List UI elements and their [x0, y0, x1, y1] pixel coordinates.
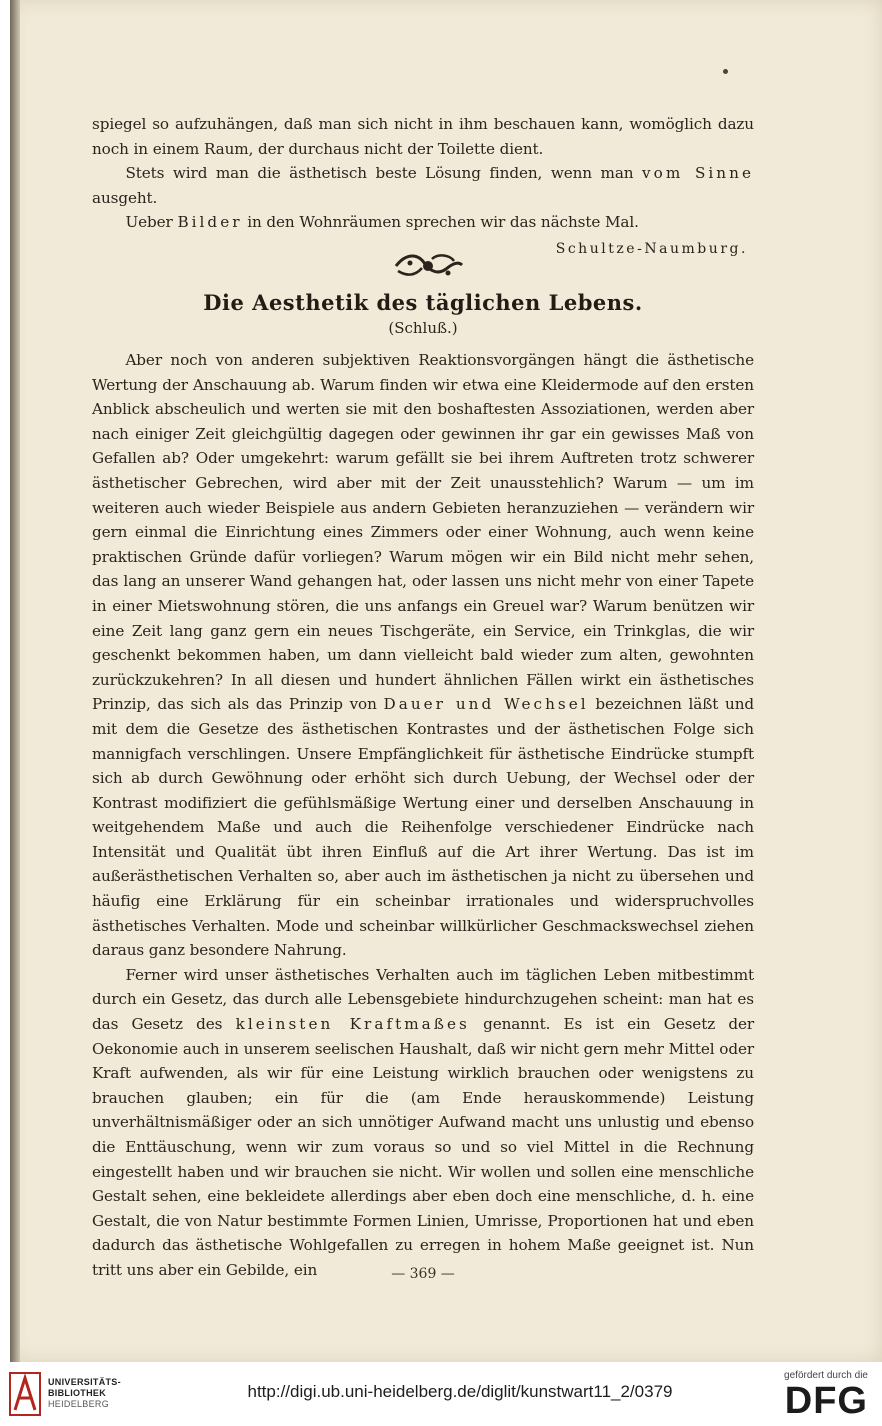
dfg-logo[interactable]: DFG — [784, 1380, 868, 1422]
page-binding-edge — [10, 0, 20, 1362]
article-subtitle: (Schluß.) — [388, 319, 458, 337]
intro-paragraph-2: Stets wird man die ästhetisch beste Lösung finden, wenn man vom Sinne ausgeht. — [92, 164, 754, 207]
previous-article-ending — [92, 112, 754, 261]
ornament-divider-icon — [392, 249, 464, 283]
article-paragraph-2: Ferner wird unser ästhetisches Verhalten auch im täglichen Leben mitbestimmt durch ein Gesetz, das durch alle Lebensgebiete hindurchzugehen scheint: man hat es das Gesetz des kleinsten Kraftmaßes genannt. Es ist ein Gesetz der Oekonomie auch in unserem seelischen Haushalt, daß wir nicht gern mehr Mittel oder Kraft aufwenden, als wir für eine Leistung wirklich brauchen oder wenigstens zu brauchen glauben; ein für die (am Ende herauskommende) Leistung unverhältnismäßiger oder an sich unnötiger Aufwand macht uns unlustig und ebenso die Enttäuschung, wenn wir zum voraus so und so viel Mittel in die Rechnung eingestellt haben und wir brauchen sie nicht. Wir wollen und sollen eine menschliche Gestalt sehen, eine bekleidete allerdings aber eben doch eine menschliche, d. h. eine Gestalt, die von Natur bestimmte Formen Linien, Umrisse, Proportionen hat und eben dadurch das ästhetische Wohlgefallen zu erregen in hohem Maße geeignet ist. Nun tritt uns aber ein Gebilde, ein — [92, 965, 754, 1279]
university-library-logo-icon[interactable] — [9, 1372, 41, 1416]
page-number: — 369 — — [391, 1266, 455, 1282]
ink-speck — [723, 69, 728, 74]
viewer-footer — [0, 1362, 882, 1426]
intro-paragraph-3: Ueber Bilder in den Wohnräumen sprechen wir das nächste Mal. — [125, 213, 639, 231]
university-library-name: UNIVERSITÄTS- BIBLIOTHEK HEIDELBERG — [48, 1377, 121, 1409]
funded-by-label: gefördert durch die — [784, 1370, 868, 1381]
scanned-page — [10, 0, 882, 1362]
article-title: Die Aesthetik des täglichen Lebens. — [203, 290, 643, 315]
permalink-url[interactable]: http://digi.ub.uni-heidelberg.de/diglit/kunstwart11_2/0379 — [247, 1382, 673, 1401]
author-signature: Schultze-Naumburg. — [555, 240, 748, 257]
article-body — [92, 348, 754, 1283]
intro-paragraph-1: spiegel so aufzuhängen, daß man sich nicht in ihm beschauen kann, womöglich dazu noch in einem Raum, der durchaus nicht der Toilette dient. — [92, 115, 754, 158]
article-paragraph-1: Aber noch von anderen subjektiven Reaktionsvorgängen hängt die ästhetische Wertung der Anschauung ab. Warum finden wir etwa eine Kleidermode auf den ersten Anblick abscheulich und werten sie mit den boshaftesten Assoziationen, werden aber nach einiger Zeit gleichgültig dagegen oder gewinnen ihr gar ein gewisses Maß von Gefallen ab? Oder umgekehrt: warum gefällt sie bei ihrem Auftreten trotz schwerer ästhetischer Gebrechen, wird aber mit der Zeit unausstehlich? Warum — um im weiteren auch wieder Beispiele aus andern Gebieten heranzuziehen — verändern wir gern einmal die Einrichtung eines Zimmers oder einer Wohnung, auch wenn keine praktischen Gründe dafür vorliegen? Warum mögen wir ein Bild nicht mehr sehen, das lang an unserer Wand gehangen hat, oder lassen uns nicht mehr von einer Tapete in einer Mietswohnung stören, die uns anfangs ein Greuel war? Warum benützen wir eine Zeit lang ganz gern ein neues Tischgeräte, ein Service, ein Trinkglas, die wir geschenkt bekommen haben, um dann vielleicht bald wieder zum alten, gewohnten zurückzukehren? In all diesen und hundert ähnlichen Fällen wirkt ein ästhetisches Prinzip, das sich als das Prinzip von Dauer und Wechsel bezeichnen läßt und mit dem die Gesetze des ästhetischen Kontrastes und der ästhetischen Folge sich mannigfach verschlingen. Unsere Empfänglichkeit für ästhetische Eindrücke stumpft sich ab durch Gewöhnung oder erhöht sich durch Uebung, der Wechsel oder der Kontrast modifiziert die gefühlsmäßige Wertung einer und derselben Anschauung in weitgehendem Maße und auch die Reihenfolge verschiedener Eindrücke nach Intensität und Qualität übt ihren Einfluß auf die Art ihrer Wertung. Das ist im außerästhetischen Verhalten so, aber auch im ästhetischen ja nicht zu übersehen und häufig eine Erklärung für ein scheinbar irrationales und widerspruchvolles ästhetisches Verhalten. Mode und scheinbar willkürlicher Geschmackswechsel ziehen daraus ganz besondere Nahrung. — [92, 351, 755, 960]
